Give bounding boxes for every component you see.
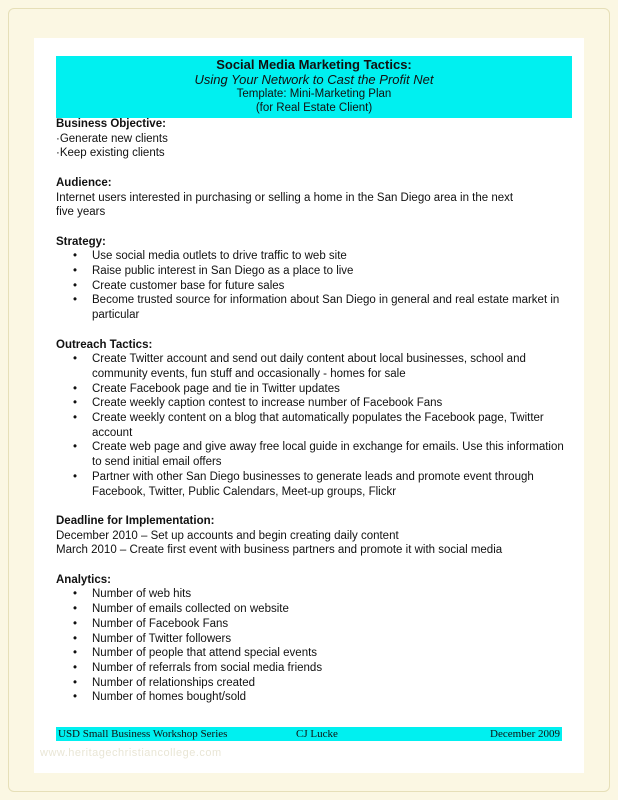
outreach-item: • Create weekly caption contest to increase number of Facebook Fans <box>56 396 572 411</box>
analytics-item: • Number of emails collected on website <box>56 602 572 617</box>
analytics-list <box>56 587 572 705</box>
analytics-item: • Number of Twitter followers <box>56 632 572 647</box>
strategy-item: • Become trusted source for information about San Diego in general and real estate market in particular <box>56 293 572 322</box>
footer-series: USD Small Business Workshop Series <box>58 728 228 740</box>
outreach-item: • Create web page and give away free local guide in exchange for emails. Use this information to send initial email offers <box>56 440 572 469</box>
document-body <box>56 117 572 705</box>
watermark: www.heritagechristiancollege.com <box>40 747 222 759</box>
analytics-heading: Analytics: <box>56 573 111 586</box>
audience-line: five years <box>56 206 106 219</box>
analytics-item: • Number of referrals from social media friends <box>56 661 572 676</box>
outreach-item: • Create weekly content on a blog that automatically populates the Facebook page, Twitter account <box>56 411 572 440</box>
template-line: Template: Mini-Marketing Plan <box>236 88 392 100</box>
footer-author: CJ Lucke <box>296 728 338 740</box>
deadline-line: December 2010 – Set up accounts and begin creating daily content <box>56 529 399 542</box>
analytics-item: • Number of homes bought/sold <box>56 690 572 705</box>
audience-line: Internet users interested in purchasing or selling a home in the San Diego area in the next <box>56 191 514 204</box>
footer-date: December 2009 <box>490 728 560 740</box>
strategy-item: • Raise public interest in San Diego as a place to live <box>56 264 572 279</box>
outreach-list <box>56 352 572 499</box>
business-objective-line: ·Generate new clients <box>56 132 168 145</box>
strategy-item: • Create customer base for future sales <box>56 279 572 294</box>
outreach-heading: Outreach Tactics: <box>56 338 153 351</box>
outreach-item: • Partner with other San Diego businesses to generate leads and promote event through Facebook, Twitter, Public Calendars, Meet-up groups, Flickr <box>56 470 572 499</box>
business-objective-line: ·Keep existing clients <box>56 147 165 160</box>
strategy-item: • Use social media outlets to drive traffic to web site <box>56 249 572 264</box>
document-page <box>34 38 584 773</box>
client-line: (for Real Estate Client) <box>255 102 373 114</box>
analytics-item: • Number of Facebook Fans <box>56 617 572 632</box>
title-banner <box>56 56 572 118</box>
document-subtitle: Using Your Network to Cast the Profit Net <box>194 72 434 87</box>
deadline-heading: Deadline for Implementation: <box>56 514 215 527</box>
outreach-item: • Create Twitter account and send out daily content about local businesses, school and community events, fun stuff and occasionally - homes for sale <box>56 352 572 381</box>
footer-bar <box>56 727 562 741</box>
analytics-item: • Number of relationships created <box>56 676 572 691</box>
analytics-item: • Number of web hits <box>56 587 572 602</box>
outreach-item: • Create Facebook page and tie in Twitter updates <box>56 382 572 397</box>
business-objective-heading: Business Objective: <box>56 118 166 130</box>
analytics-item: • Number of people that attend special events <box>56 646 572 661</box>
document-title: Social Media Marketing Tactics: <box>216 57 412 72</box>
strategy-heading: Strategy: <box>56 235 106 248</box>
deadline-line: March 2010 – Create first event with business partners and promote it with social media <box>56 544 503 557</box>
audience-heading: Audience: <box>56 176 112 189</box>
strategy-list <box>56 249 572 323</box>
